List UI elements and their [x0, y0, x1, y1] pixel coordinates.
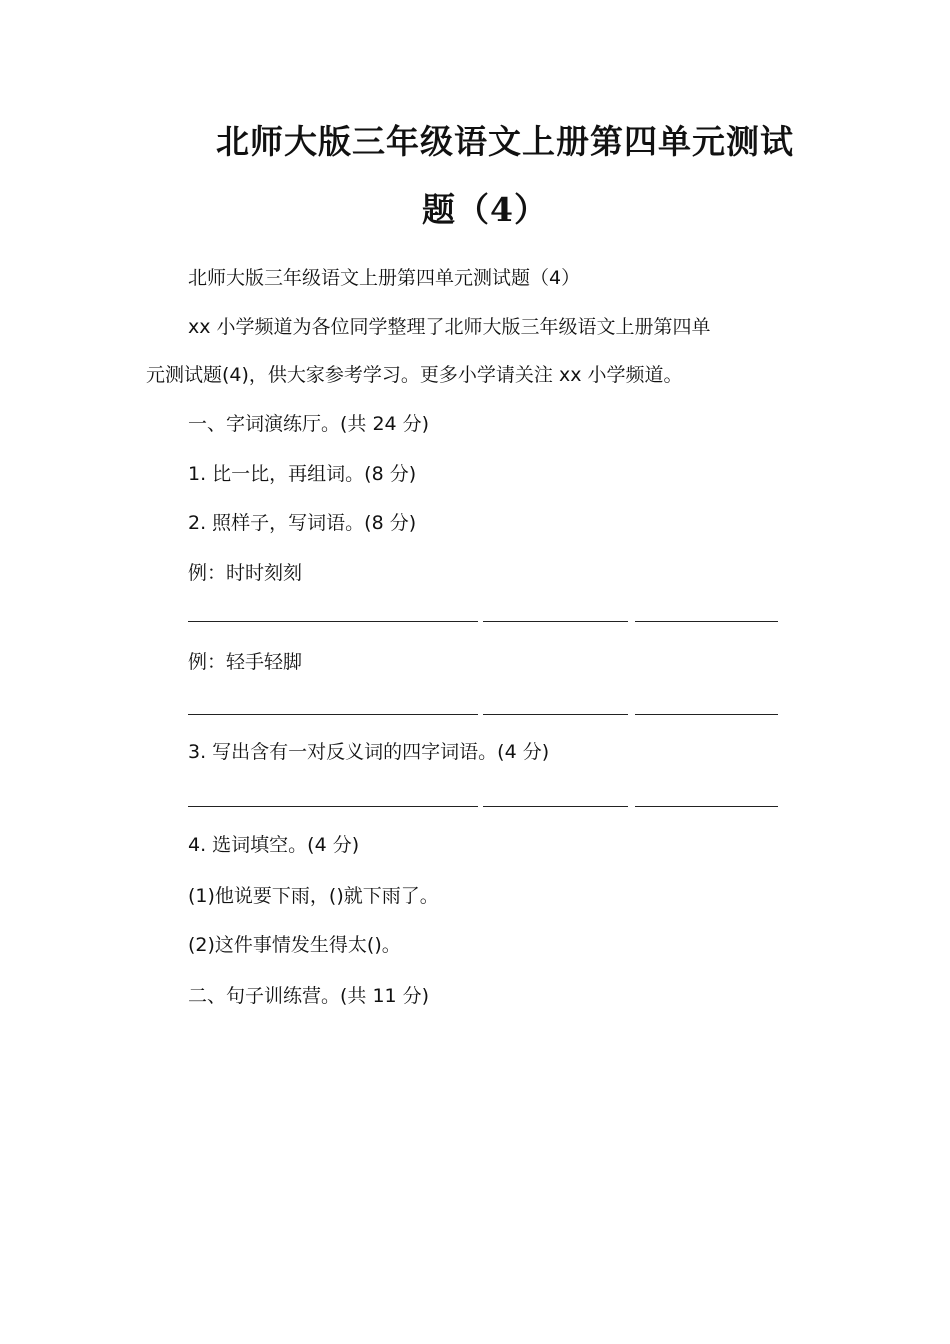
question-3: 3. 写出含有一对反义词的四字词语。(4 分)	[188, 741, 550, 763]
answer-blank	[483, 806, 628, 807]
intro-paragraph-line-1: xx 小学频道为各位同学整理了北师大版三年级语文上册第四单	[188, 316, 711, 338]
example-1: 例：时时刻刻	[188, 562, 303, 584]
answer-blank	[188, 714, 478, 715]
answer-blank	[188, 621, 478, 622]
answer-blank-row-2	[188, 714, 778, 716]
question-2: 2. 照样子，写词语。(8 分)	[188, 512, 417, 534]
document-title-line-2: 题（4）	[422, 190, 548, 229]
answer-blank	[483, 714, 628, 715]
answer-blank-row-1	[188, 621, 778, 623]
intro-paragraph-line-2: 元测试题(4)，供大家参考学习。更多小学请关注 xx 小学频道。	[146, 364, 683, 386]
answer-blank	[635, 714, 778, 715]
section-heading-2: 二、句子训练营。(共 11 分)	[188, 985, 430, 1007]
question-4-item-2: (2)这件事情发生得太()。	[188, 934, 401, 956]
document-title-line-1: 北师大版三年级语文上册第四单元测试	[216, 122, 794, 161]
document-subtitle: 北师大版三年级语文上册第四单元测试题（4）	[188, 267, 581, 289]
answer-blank-row-3	[188, 806, 778, 808]
question-4: 4. 选词填空。(4 分)	[188, 834, 360, 856]
answer-blank	[635, 621, 778, 622]
answer-blank	[635, 806, 778, 807]
section-heading-1: 一、字词演练厅。(共 24 分)	[188, 413, 430, 435]
answer-blank	[483, 621, 628, 622]
example-2: 例：轻手轻脚	[188, 651, 303, 673]
question-1: 1. 比一比，再组词。(8 分)	[188, 463, 417, 485]
answer-blank	[188, 806, 478, 807]
question-4-item-1: (1)他说要下雨，()就下雨了。	[188, 885, 439, 907]
